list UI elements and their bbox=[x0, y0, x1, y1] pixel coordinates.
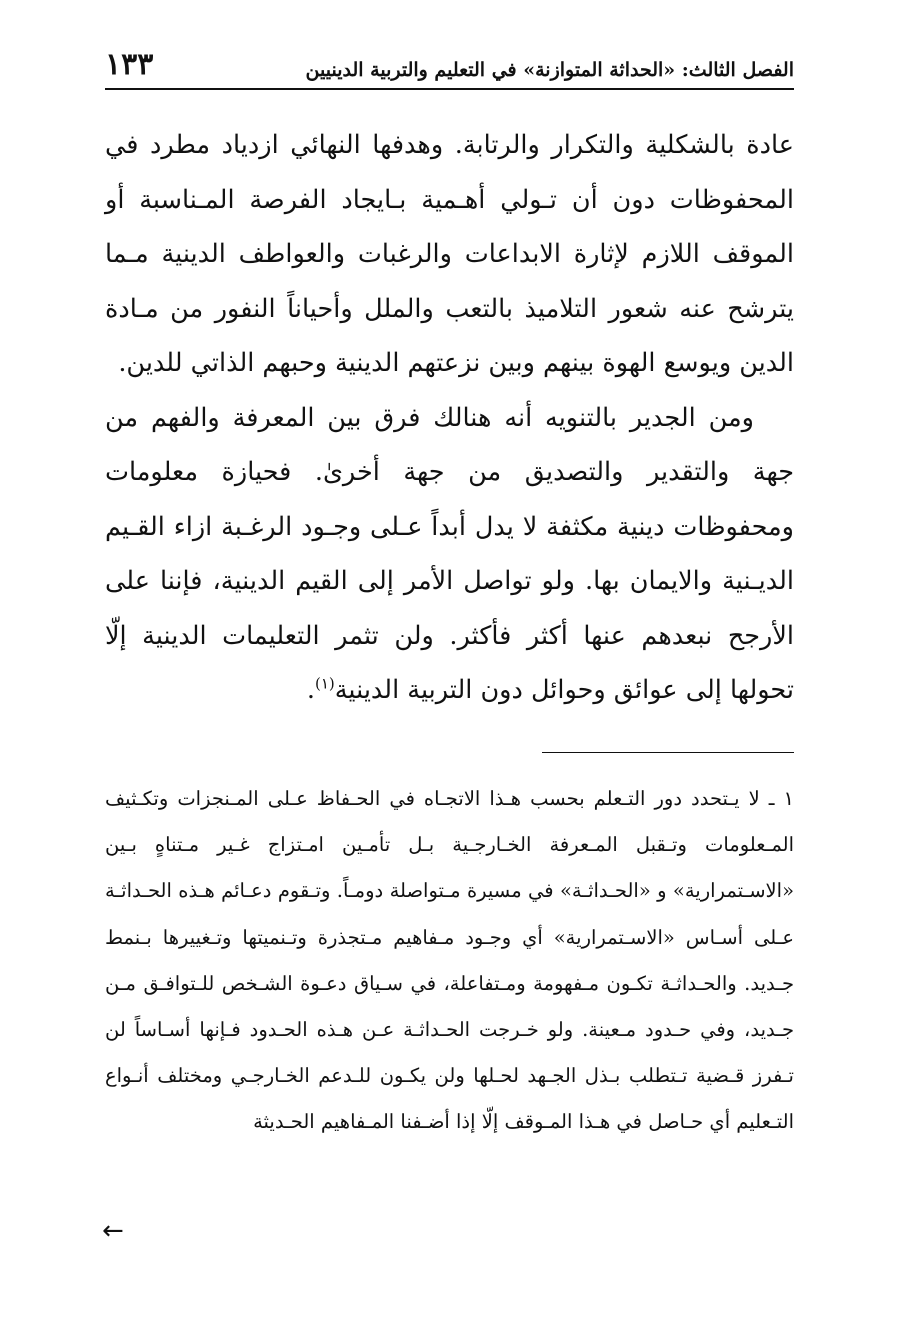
paragraph-2-text: ومن الجدير بالتنويه أنه هنالك فرق بين المعرفة والفهم من جهة والتقدير والتصديق من جهة أخرىٰ. فحيازة معلومات ومحفوظات دينية مكثفة لا يدل أبداً عـلى وجـود الرغـبة ازاء القـيم الديـنية والايمان بها. ولو تواصل الأمر إلى القيم الدينية، فإننا على الأرجح نبعدهم عنها أكثر فأكثر. ولن تثمر التعليمات الدينية إلّا تحولها إلى عوائق وحوائل دون التربية الدينية bbox=[105, 402, 794, 705]
paragraph-2 bbox=[105, 391, 794, 718]
footnote-separator bbox=[542, 752, 794, 753]
page-number: ١٣٣ bbox=[105, 47, 154, 82]
paragraph-1: عادة بالشكلية والتكرار والرتابة. وهدفها النهائي ازدياد مطرد في المحفوظات دون أن تـولي أهـمية بـايجاد الفرصة المـناسبة أو الموقف اللازم لإثارة الابداعات والرغبات والعواطف الدينية مـما يترشح عنه شعور التلاميذ بالتعب والملل وأحياناً النفور من مـادة الدين ويوسع الهوة بينهم وبين نزعتهم الدينية وحبهم الذاتي للدين. bbox=[105, 130, 794, 378]
paragraph-2-end: . bbox=[306, 675, 315, 705]
continuation-arrow-icon: ← bbox=[102, 1216, 124, 1246]
footnote-text: ١ ـ لا يـتحدد دور التـعلم بحسب هـذا الاتجـاه في الحـفاظ عـلى المـنجزات وتكـثيف المـعلومات وتـقبل المـعرفة الخـارجـية بـل تأمـين امـتزاج غـير مـتناهٍ بـين «الاسـتمرارية» و «الحـداثـة» في مسيرة مـتواصلة دومـاً. وتـقوم دعـائم هـذه الحـداثـة عـلى أسـاس «الاسـتمرارية» أي وجـود مـفاهيم مـتجذرة وتـنميتها وتـغييرها بـنمط جـديد. والحـداثـة تكـون مـفهومة ومـتفاعلة، في سـياق دعـوة الشـخص للـتوافـق مـن جـديد، وفي حـدود مـعينة. ولو خـرجت الحـداثـة عـن هـذه الحـدود فـإنها أسـاساً لن تـفرز قـضية تـتطلب بـذل الجـهد لحـلها ولن يكـون للـدعم الخـارجـي ومختلف أنـواع التـعليم أي حـاصل في هـذا المـوقف إلّا إذا أضـفنا المـفاهيم الحـديثة bbox=[105, 787, 794, 1134]
footnote bbox=[105, 776, 794, 1146]
footnote-reference: (١) bbox=[314, 674, 335, 693]
page-header bbox=[105, 40, 794, 80]
main-text bbox=[105, 118, 794, 718]
header-rule bbox=[105, 88, 794, 90]
running-head: الفصل الثالث: «الحداثة المتوازنة» في التعليم والتربية الدينيين bbox=[305, 59, 794, 81]
